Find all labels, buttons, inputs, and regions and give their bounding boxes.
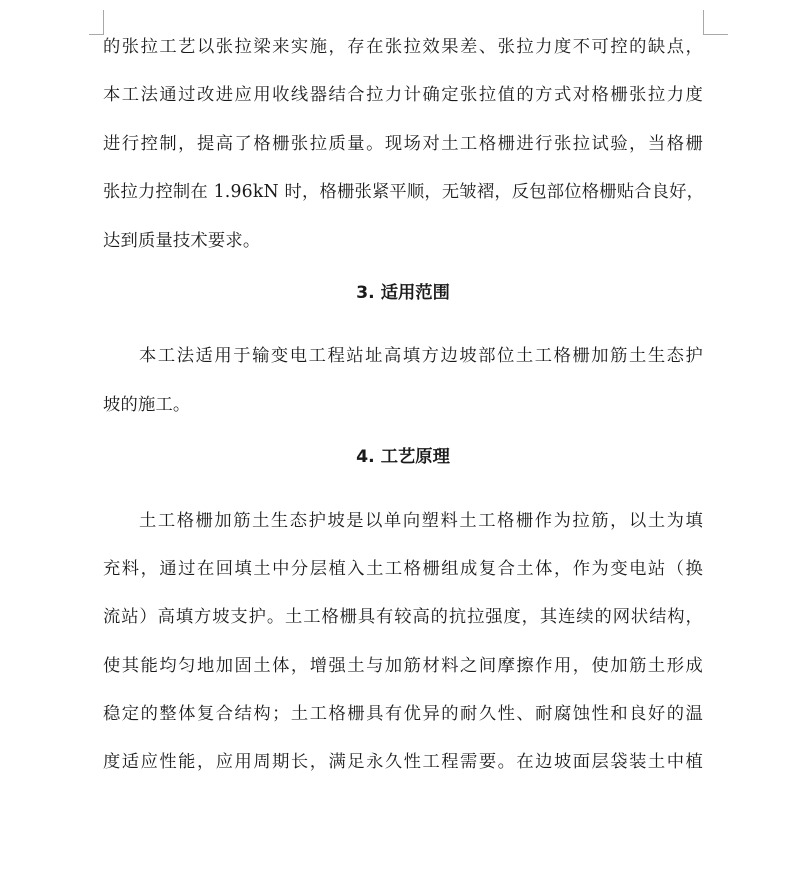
text-line: 本工法通过改进应用收线器结合拉力计确定张拉值的方式对格栅张拉力度 — [103, 85, 703, 106]
text-line: 达到质量技术要求。 — [103, 230, 261, 251]
text-line: 流站）高填方坡支护。土工格栅具有较高的抗拉强度，其连续的网状结构， — [103, 607, 703, 628]
crop-mark-top-left — [89, 10, 104, 35]
document-body — [103, 26, 703, 790]
paragraph-principle — [103, 500, 703, 790]
text-line: 充料，通过在回填土中分层植入土工格栅组成复合土体，作为变电站（换 — [103, 558, 703, 579]
crop-mark-top-right — [703, 10, 728, 35]
section-heading-scope: 3. 适用范围 — [356, 282, 450, 303]
text-line: 使其能均匀地加固土体，增强土与加筋材料之间摩擦作用，使加筋土形成 — [103, 655, 703, 676]
text-line: 进行控制，提高了格栅张拉质量。现场对土工格栅进行张拉试验，当格栅 — [103, 133, 703, 154]
text-line: 的张拉工艺以张拉梁来实施，存在张拉效果差、张拉力度不可控的缺点， — [103, 37, 703, 57]
paragraph-continued — [103, 26, 703, 268]
text-line: 稳定的整体复合结构；土工格栅具有优异的耐久性、耐腐蚀性和良好的温 — [103, 704, 703, 725]
text-line: 坡的施工。 — [103, 394, 191, 415]
text-line: 本工法适用于输变电工程站址高填方边坡部位土工格栅加筋土生态护 — [139, 346, 703, 367]
text-line: 度适应性能，应用周期长，满足永久性工程需要。在边坡面层袋装土中植 — [103, 752, 703, 773]
text-line: 张拉力控制在 1.96kN 时，格栅张紧平顺，无皱褶，反包部位格栅贴合良好， — [103, 182, 705, 203]
text-line: 土工格栅加筋土生态护坡是以单向塑料土工格栅作为拉筋，以土为填 — [139, 510, 703, 531]
section-heading-principle: 4. 工艺原理 — [356, 447, 450, 468]
paragraph-scope — [103, 335, 703, 432]
